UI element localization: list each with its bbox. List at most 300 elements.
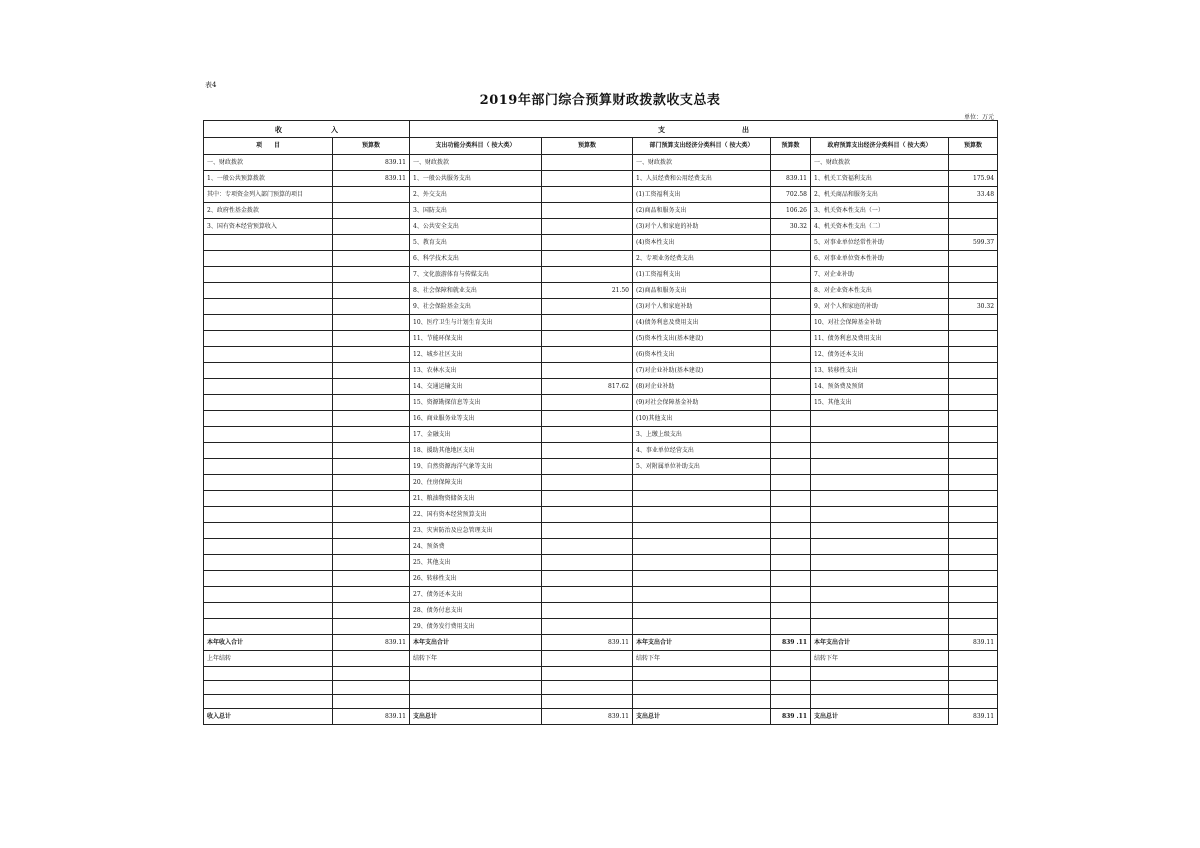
function-item: 6、科学技术支出 [410,251,542,267]
table-row [204,315,998,331]
gov-econ-amount: 599.37 [949,235,998,251]
dept-econ-item: 一、财政拨款 [633,155,771,171]
income-amount [333,475,410,491]
income-item: 其中：专项资金列入部门预算的项目 [204,187,333,203]
gov-econ-item: 一、财政拨款 [811,155,949,171]
table-row [204,571,998,587]
function-amount [542,491,633,507]
income-amount: 839.11 [333,171,410,187]
gov-econ-amount [949,219,998,235]
grand-total-row [204,709,998,725]
gov-econ-amount [949,619,998,635]
dept-econ-amount [771,523,811,539]
function-item: 9、社会保险基金支出 [410,299,542,315]
dept-econ-amount [771,443,811,459]
gov-econ-item: 7、对企业补助 [811,267,949,283]
gov-econ-amount [949,427,998,443]
gov-econ-item [811,571,949,587]
income-amount [333,587,410,603]
function-amount [542,411,633,427]
gov-econ-item: 14、预备费及预留 [811,379,949,395]
gov-econ-item: 5、对事业单位经常性补助 [811,235,949,251]
table-row [204,299,998,315]
function-item: 19、自然资源海洋气象等支出 [410,459,542,475]
income-item [204,619,333,635]
dept-econ-item [633,475,771,491]
gov-econ-item: 11、债务利息及费用支出 [811,331,949,347]
gov-econ-item: 15、其他支出 [811,395,949,411]
function-amount: 817.62 [542,379,633,395]
function-amount [542,363,633,379]
gov-econ-amount [949,571,998,587]
carryover-value [949,651,998,667]
table-row [204,507,998,523]
gov-econ-item: 10、对社会保障基金补助 [811,315,949,331]
income-item [204,347,333,363]
table-row [204,443,998,459]
gov-econ-amount [949,331,998,347]
gov-econ-amount [949,251,998,267]
dept-econ-item: 2、专项业务经费支出 [633,251,771,267]
income-amount [333,283,410,299]
function-amount [542,603,633,619]
blank-row [204,667,998,681]
gov-econ-amount [949,203,998,219]
function-amount [542,427,633,443]
dept-econ-amount [771,267,811,283]
function-amount [542,235,633,251]
income-item [204,395,333,411]
function-amount [542,203,633,219]
function-amount [542,315,633,331]
table-row [204,427,998,443]
column-header-amount: 预算数 [333,138,410,155]
dept-econ-item: (2)商品和服务支出 [633,283,771,299]
table-row [204,203,998,219]
function-amount [542,539,633,555]
dept-econ-amount [771,571,811,587]
function-amount [542,507,633,523]
function-amount [542,347,633,363]
table-row [204,411,998,427]
dept-econ-amount [771,235,811,251]
total-value: 839.11 [949,635,998,651]
column-header-dept-economic-class: 部门预算支出经济分类科目（ 按大类） [633,138,771,155]
column-header-item: 项 目 [204,138,333,155]
function-item: 4、公共安全支出 [410,219,542,235]
function-amount [542,619,633,635]
function-amount [542,171,633,187]
gov-econ-amount [949,283,998,299]
dept-econ-item: (1)工资福利支出 [633,267,771,283]
function-item: 13、农林水支出 [410,363,542,379]
gov-econ-amount [949,459,998,475]
table-row [204,219,998,235]
function-item: 17、金融支出 [410,427,542,443]
income-amount [333,539,410,555]
dept-econ-item: (2)商品和服务支出 [633,203,771,219]
function-item: 18、援助其他地区支出 [410,443,542,459]
carryover-row [204,651,998,667]
dept-econ-amount [771,555,811,571]
dept-econ-amount [771,331,811,347]
dept-econ-amount [771,459,811,475]
dept-econ-amount [771,411,811,427]
function-item: 1、一般公共服务支出 [410,171,542,187]
total-label: 本年支出合计 [410,635,542,651]
income-amount [333,299,410,315]
income-item [204,571,333,587]
table-row [204,587,998,603]
income-item [204,475,333,491]
function-item: 12、城乡社区支出 [410,347,542,363]
income-item [204,587,333,603]
grand-total-value: 839 .11 [771,709,811,725]
dept-econ-amount [771,491,811,507]
dept-econ-amount: 106.26 [771,203,811,219]
income-item [204,251,333,267]
function-amount [542,187,633,203]
table-row [204,395,998,411]
gov-econ-amount: 33.48 [949,187,998,203]
function-amount [542,395,633,411]
income-amount [333,603,410,619]
income-item: 2、政府性基金拨款 [204,203,333,219]
gov-econ-amount [949,507,998,523]
function-amount [542,571,633,587]
dept-econ-item: (3)对个人和家庭的补助 [633,219,771,235]
annual-total-row [204,635,998,651]
function-item: 8、社会保障和就业支出 [410,283,542,299]
gov-econ-item [811,411,949,427]
income-item [204,603,333,619]
function-amount [542,331,633,347]
function-amount [542,155,633,171]
income-amount [333,219,410,235]
page-title: 2019年部门综合预算财政拨款收支总表 [479,93,721,108]
gov-econ-item [811,507,949,523]
income-section-header: 收 入 [204,121,410,138]
column-header-functional-class: 支出功能分类科目（ 按大类） [410,138,542,155]
gov-econ-amount [949,443,998,459]
function-amount [542,459,633,475]
gov-econ-item [811,459,949,475]
dept-econ-item [633,587,771,603]
blank-row [204,695,998,709]
function-amount [542,523,633,539]
total-value: 839.11 [542,635,633,651]
budget-table [203,120,998,725]
grand-total-value: 839.11 [949,709,998,725]
carryover-label: 上年结转 [204,651,333,667]
income-item [204,427,333,443]
income-amount [333,235,410,251]
gov-econ-item: 6、对事业单位资本性补助 [811,251,949,267]
function-item: 11、节能环保支出 [410,331,542,347]
total-label: 本年支出合计 [633,635,771,651]
dept-econ-amount [771,315,811,331]
gov-econ-item: 1、机关工资福利支出 [811,171,949,187]
carryover-value [542,651,633,667]
table-row [204,619,998,635]
gov-econ-item: 4、机关资本性支出（二） [811,219,949,235]
table-row [204,603,998,619]
income-item [204,459,333,475]
function-item: 28、债务付息支出 [410,603,542,619]
gov-econ-item [811,475,949,491]
table-row [204,347,998,363]
gov-econ-item: 2、机关商品和服务支出 [811,187,949,203]
dept-econ-item [633,555,771,571]
dept-econ-item [633,491,771,507]
gov-econ-amount [949,379,998,395]
function-item: 3、国防支出 [410,203,542,219]
dept-econ-amount [771,363,811,379]
gov-econ-amount [949,523,998,539]
total-value: 839 .11 [771,635,811,651]
income-item [204,443,333,459]
gov-econ-amount [949,411,998,427]
income-item [204,555,333,571]
income-item [204,507,333,523]
gov-econ-item [811,587,949,603]
gov-econ-amount [949,395,998,411]
column-header-amount: 预算数 [542,138,633,155]
gov-econ-item [811,555,949,571]
gov-econ-amount [949,491,998,507]
grand-total-value: 839.11 [542,709,633,725]
income-amount [333,363,410,379]
carryover-label: 结转下年 [633,651,771,667]
income-amount [333,427,410,443]
function-item: 16、商业服务业等支出 [410,411,542,427]
total-value: 839.11 [333,635,410,651]
table-row [204,491,998,507]
dept-econ-amount [771,379,811,395]
gov-econ-item: 9、对个人和家庭的补助 [811,299,949,315]
function-amount [542,251,633,267]
table-row [204,459,998,475]
expense-section-header: 支 出 [410,121,998,138]
gov-econ-item: 13、转移性支出 [811,363,949,379]
dept-econ-item: (8)对企业补助 [633,379,771,395]
income-item [204,363,333,379]
function-item: 29、债务发行费用支出 [410,619,542,635]
dept-econ-item: (7)对企业补助(基本建设) [633,363,771,379]
table-row [204,171,998,187]
income-amount [333,347,410,363]
gov-econ-item: 8、对企业资本性支出 [811,283,949,299]
income-amount [333,619,410,635]
income-item [204,411,333,427]
function-item: 21、粮油物资储备支出 [410,491,542,507]
function-item: 26、转移性支出 [410,571,542,587]
income-amount [333,507,410,523]
function-amount [542,267,633,283]
column-header-gov-economic-class: 政府预算支出经济分类科目（ 按大类） [811,138,949,155]
income-amount [333,555,410,571]
income-item [204,235,333,251]
income-amount [333,267,410,283]
dept-econ-item: (3)对个人和家庭补助 [633,299,771,315]
gov-econ-amount [949,539,998,555]
gov-econ-item: 3、机关资本性支出（一） [811,203,949,219]
dept-econ-amount: 702.58 [771,187,811,203]
function-amount [542,299,633,315]
function-amount [542,443,633,459]
carryover-value [771,651,811,667]
income-amount [333,395,410,411]
gov-econ-item: 12、债务还本支出 [811,347,949,363]
gov-econ-amount [949,603,998,619]
blank-row [204,681,998,695]
income-item [204,523,333,539]
function-amount [542,555,633,571]
dept-econ-amount [771,587,811,603]
dept-econ-amount [771,507,811,523]
dept-econ-item: (10)其他支出 [633,411,771,427]
grand-total-label: 支出总计 [410,709,542,725]
table-row [204,539,998,555]
function-item: 10、医疗卫生与计划生育支出 [410,315,542,331]
gov-econ-amount: 30.32 [949,299,998,315]
dept-econ-amount [771,475,811,491]
table-row [204,235,998,251]
column-header-amount: 预算数 [949,138,998,155]
income-item [204,539,333,555]
gov-econ-item [811,619,949,635]
function-item: 25、其他支出 [410,555,542,571]
income-item [204,379,333,395]
income-amount [333,251,410,267]
function-item: 14、交通运输支出 [410,379,542,395]
dept-econ-item: 4、事业单位经营支出 [633,443,771,459]
table-row [204,283,998,299]
function-amount [542,587,633,603]
dept-econ-item [633,603,771,619]
dept-econ-item: 5、对附属单位补助支出 [633,459,771,475]
income-item [204,315,333,331]
dept-econ-item [633,523,771,539]
dept-econ-amount: 839.11 [771,171,811,187]
income-amount [333,187,410,203]
function-item: 24、预备费 [410,539,542,555]
carryover-label: 结转下年 [811,651,949,667]
function-amount: 21.50 [542,283,633,299]
table-row [204,251,998,267]
income-item [204,491,333,507]
column-header-amount: 预算数 [771,138,811,155]
gov-econ-item [811,443,949,459]
dept-econ-item: 1、人员经费和公用经费支出 [633,171,771,187]
grand-total-value: 839.11 [333,709,410,725]
income-amount [333,379,410,395]
gov-econ-item [811,603,949,619]
table-row [204,187,998,203]
dept-econ-item: (4)资本性支出 [633,235,771,251]
table-row [204,379,998,395]
gov-econ-amount [949,155,998,171]
dept-econ-item: (5)资本性支出(基本建设) [633,331,771,347]
income-amount [333,459,410,475]
income-amount [333,571,410,587]
dept-econ-amount [771,347,811,363]
dept-econ-item: 3、上缴上级支出 [633,427,771,443]
function-item: 一、财政拨款 [410,155,542,171]
dept-econ-item: (9)对社会保障基金补助 [633,395,771,411]
income-amount [333,411,410,427]
function-amount [542,475,633,491]
income-item: 3、国有资本经营预算收入 [204,219,333,235]
income-amount [333,443,410,459]
table-row [204,555,998,571]
income-item [204,267,333,283]
income-item: 1、一般公共预算拨款 [204,171,333,187]
grand-total-label: 支出总计 [633,709,771,725]
income-item: 一、财政拨款 [204,155,333,171]
income-amount [333,331,410,347]
function-item: 5、教育支出 [410,235,542,251]
dept-econ-amount [771,283,811,299]
gov-econ-item [811,539,949,555]
dept-econ-item: (4)债务利息及费用支出 [633,315,771,331]
dept-econ-amount [771,251,811,267]
dept-econ-item [633,507,771,523]
dept-econ-amount [771,603,811,619]
income-amount: 839.11 [333,155,410,171]
income-item [204,299,333,315]
table-row [204,267,998,283]
function-item: 2、外交支出 [410,187,542,203]
gov-econ-amount [949,475,998,491]
table-row [204,363,998,379]
total-label: 本年支出合计 [811,635,949,651]
dept-econ-amount [771,299,811,315]
gov-econ-amount: 175.94 [949,171,998,187]
function-item: 15、资源勘探信息等支出 [410,395,542,411]
gov-econ-amount [949,555,998,571]
dept-econ-item: (6)资本性支出 [633,347,771,363]
gov-econ-amount [949,315,998,331]
dept-econ-amount [771,395,811,411]
income-item [204,283,333,299]
gov-econ-item [811,427,949,443]
dept-econ-item: (1)工资福利支出 [633,187,771,203]
dept-econ-amount [771,539,811,555]
income-amount [333,491,410,507]
dept-econ-amount [771,619,811,635]
income-amount [333,315,410,331]
income-item [204,331,333,347]
table-row [204,523,998,539]
dept-econ-item [633,619,771,635]
gov-econ-amount [949,587,998,603]
gov-econ-amount [949,347,998,363]
section-header-row [204,121,998,138]
column-header-row [204,138,998,155]
function-item: 23、灾害防治及应急管理支出 [410,523,542,539]
income-amount [333,523,410,539]
gov-econ-amount [949,363,998,379]
dept-econ-amount: 30.32 [771,219,811,235]
table-number: 表4 [205,81,217,89]
function-item: 20、住房保障支出 [410,475,542,491]
total-label: 本年收入合计 [204,635,333,651]
carryover-label: 结转下年 [410,651,542,667]
dept-econ-item [633,539,771,555]
gov-econ-amount [949,267,998,283]
dept-econ-amount [771,155,811,171]
